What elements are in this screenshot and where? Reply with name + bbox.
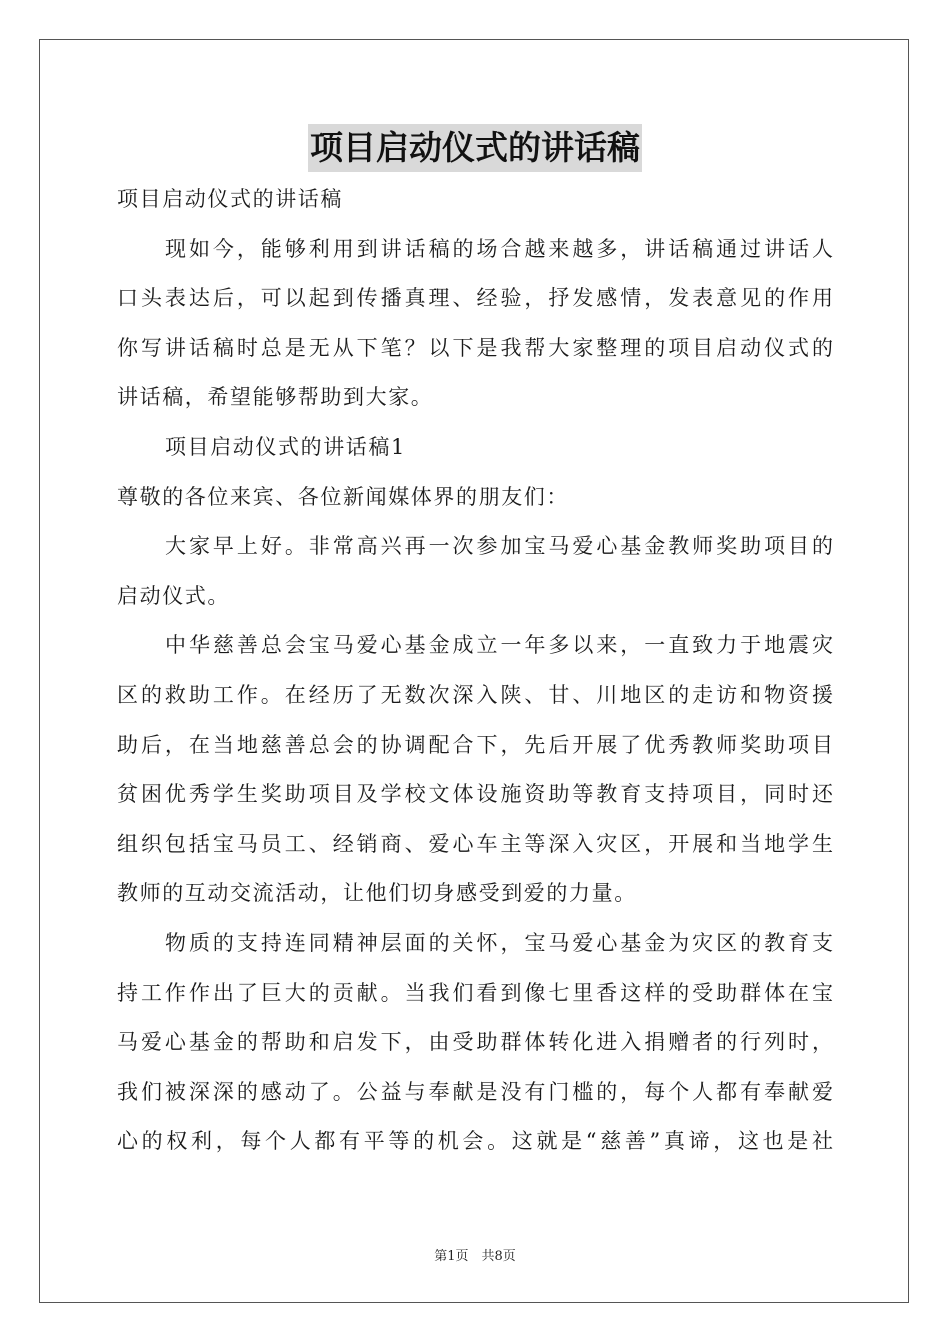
document-title: 项目启动仪式的讲话稿 (308, 124, 642, 172)
body-line: 现如今，能够利用到讲话稿的场合越来越多，讲话稿通过讲话人 (165, 236, 833, 261)
body-line: 贫困优秀学生奖助项目及学校文体设施资助等教育支持项目，同时还 (117, 782, 833, 807)
body-line: 物质的支持连同精神层面的关怀，宝马爱心基金为灾区的教育支 (165, 930, 833, 955)
body-line: 大家早上好。非常高兴再一次参加宝马爱心基金教师奖助项目的 (165, 534, 833, 559)
body-line: 持工作作出了巨大的贡献。当我们看到像七里香这样的受助群体在宝 (117, 980, 833, 1005)
page-footer (0, 1245, 950, 1264)
body-line: 助后，在当地慈善总会的协调配合下，先后开展了优秀教师奖助项目 (117, 732, 833, 757)
body-line: 你写讲话稿时总是无从下笔？以下是我帮大家整理的项目启动仪式的 (117, 335, 833, 360)
body-line: 我们被深深的感动了。公益与奉献是没有门槛的，每个人都有奉献爱 (117, 1079, 833, 1104)
body-line: 心的权利，每个人都有平等的机会。这就是“慈善”真谛，这也是社 (117, 1129, 833, 1154)
body-line: 马爱心基金的帮助和启发下，由受助群体转化进入捐赠者的行列时， (117, 1030, 833, 1055)
document-body (117, 175, 833, 1167)
salutation-line: 尊敬的各位来宾、各位新闻媒体界的朋友们： (117, 484, 569, 509)
page-number: 第1页 共8页 (434, 1249, 516, 1264)
body-line: 教师的互动交流活动，让他们切身感受到爱的力量。 (117, 881, 637, 906)
subtitle-line: 项目启动仪式的讲话稿 (117, 187, 343, 211)
body-line: 讲话稿，希望能够帮助到大家。 (117, 385, 434, 410)
section-heading: 项目启动仪式的讲话稿1 (165, 434, 406, 459)
title-area (0, 124, 950, 172)
body-line: 启动仪式。 (117, 583, 230, 608)
body-line: 组织包括宝马员工、经销商、爱心车主等深入灾区，开展和当地学生 (117, 831, 833, 856)
body-line: 口头表达后，可以起到传播真理、经验，抒发感情，发表意见的作用 (117, 286, 833, 311)
body-line: 区的救助工作。在经历了无数次深入陕、甘、川地区的走访和物资援 (117, 682, 833, 707)
body-line: 中华慈善总会宝马爱心基金成立一年多以来，一直致力于地震灾 (165, 633, 833, 658)
